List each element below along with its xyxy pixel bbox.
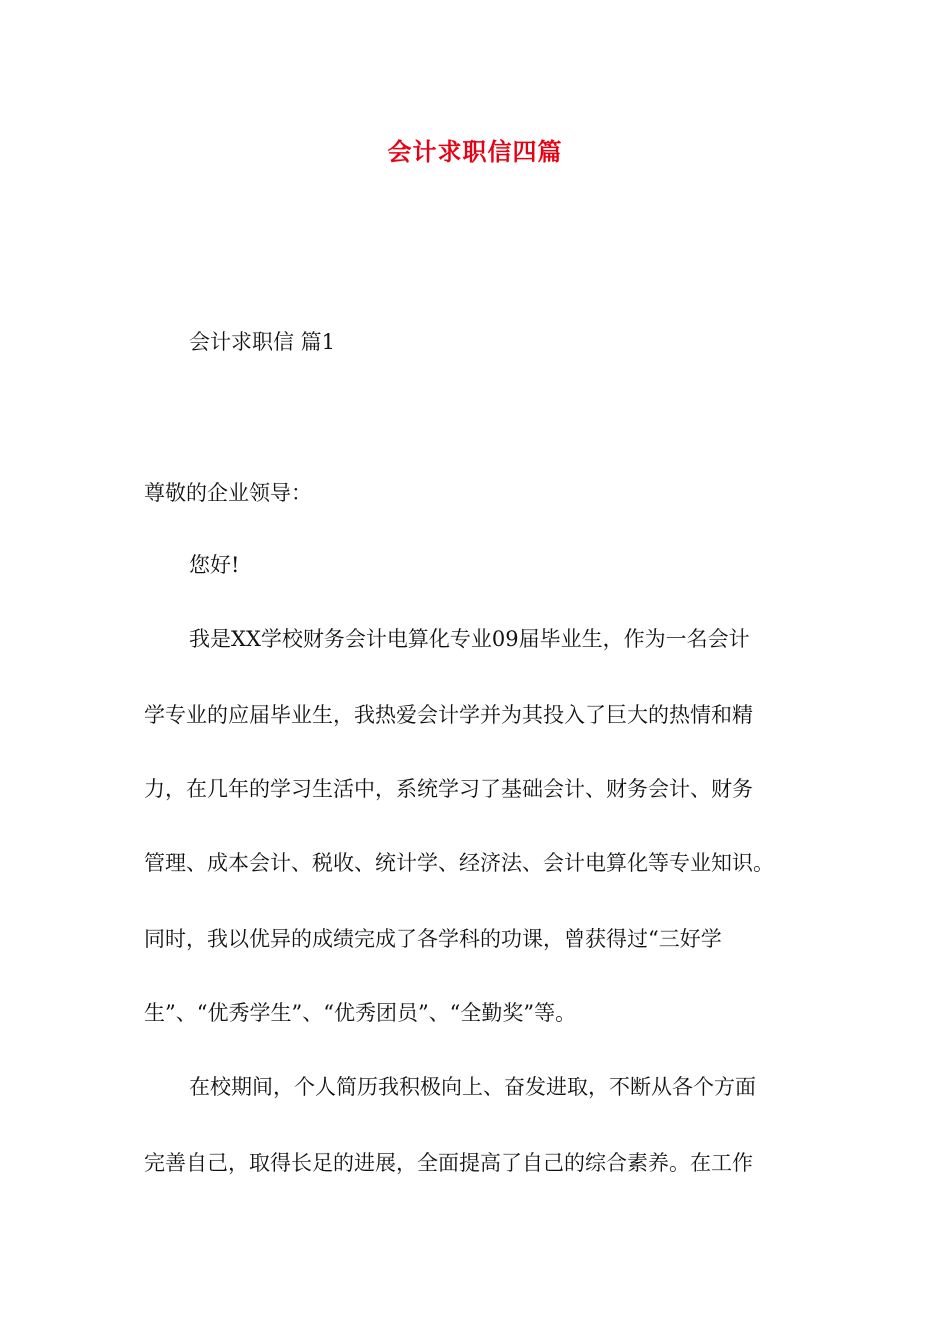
body-line-4: 管理、成本会计、税收、统计学、经济法、会计电算化等专业知识。 <box>144 851 774 875</box>
body-line-7: 在校期间，个人简历我积极向上、奋发进取，不断从各个方面 <box>189 1075 756 1099</box>
body-line-5: 同时，我以优异的成绩完成了各学科的功课，曾获得过“三好学 <box>144 927 722 951</box>
section-heading: 会计求职信 篇1 <box>189 330 336 354</box>
greeting: 您好! <box>189 553 240 577</box>
body-line-2: 学专业的应届毕业生，我热爱会计学并为其投入了巨大的热情和精 <box>144 703 753 727</box>
body-line-6: 生”、“优秀学生”、“优秀团员”、“全勤奖”等。 <box>144 1001 577 1025</box>
document-title: 会计求职信四篇 <box>387 137 563 166</box>
body-line-1: 我是XX学校财务会计电算化专业09届毕业生，作为一名会计 <box>189 627 750 651</box>
body-line-3: 力，在几年的学习生活中，系统学习了基础会计、财务会计、财务 <box>144 777 753 801</box>
body-line-8: 完善自己，取得长足的进展，全面提高了自己的综合素养。在工作 <box>144 1151 753 1175</box>
salutation: 尊敬的企业领导： <box>144 481 312 505</box>
